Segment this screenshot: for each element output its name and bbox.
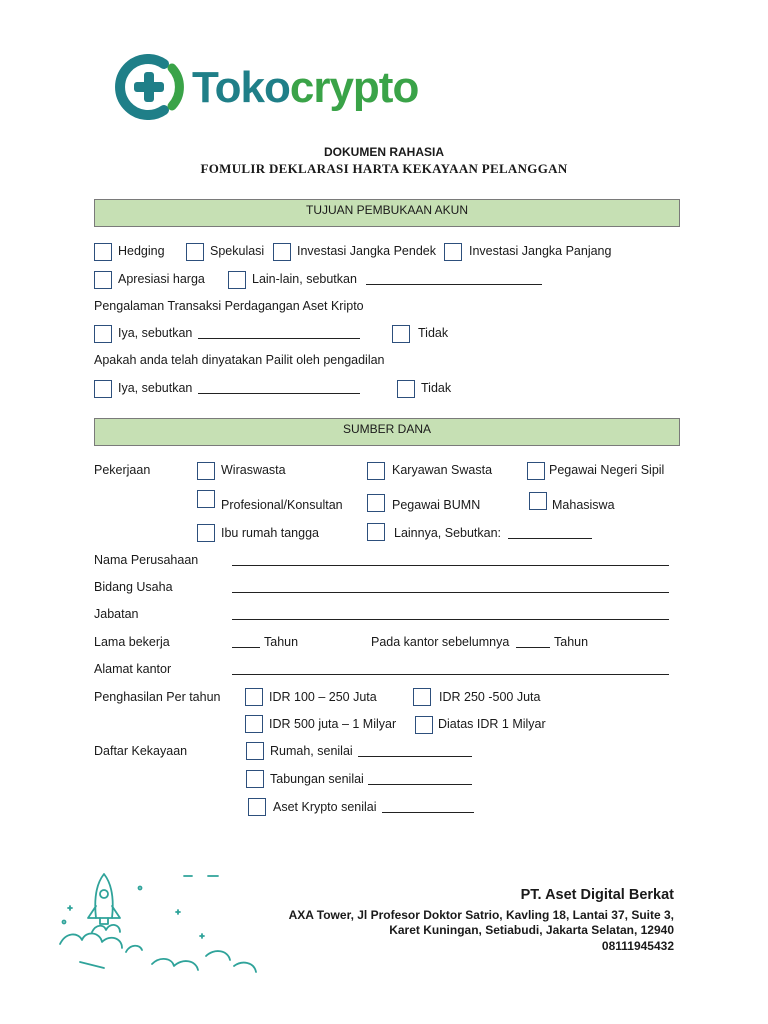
checkbox-tidak-pengalaman[interactable] — [392, 325, 410, 343]
checkbox-wiraswasta[interactable] — [197, 462, 215, 480]
label-wiraswasta: Wiraswasta — [221, 463, 286, 477]
label-spekulasi: Spekulasi — [210, 244, 265, 258]
field-nama-perusahaan[interactable] — [232, 565, 669, 566]
label-mahasiswa: Mahasiswa — [552, 498, 615, 512]
section-title-tujuan: TUJUAN PEMBUKAAN AKUN — [305, 203, 469, 217]
label-karyawan-swasta: Karyawan Swasta — [392, 463, 493, 477]
brand-wordmark: Tokocrypto — [192, 63, 419, 112]
footer-address-line2: Karet Kuningan, Setiabudi, Jakarta Selatan, 12940 — [389, 923, 674, 937]
label-iya-pengalaman: Iya, sebutkan — [118, 326, 193, 340]
label-kantor-sebelumnya: Pada kantor sebelumnya — [371, 635, 510, 649]
checkbox-income-100-250[interactable] — [245, 688, 263, 706]
checkbox-apresiasi[interactable] — [94, 271, 112, 289]
footer-company: PT. Aset Digital Berkat — [520, 887, 674, 903]
form-title: FOMULIR DEKLARASI HARTA KEKAYAAN PELANGGAN — [200, 161, 568, 176]
field-rumah[interactable] — [358, 756, 472, 757]
checkbox-tabungan[interactable] — [246, 770, 264, 788]
field-iya-pengalaman[interactable] — [198, 338, 360, 339]
label-lain-lain: Lain-lain, sebutkan — [252, 272, 357, 286]
footer-address-line1: AXA Tower, Jl Profesor Doktor Satrio, Kavling 18, Lantai 37, Suite 3, — [288, 908, 674, 922]
label-income-above-1m: Diatas IDR 1 Milyar — [438, 717, 546, 731]
label-profesional: Profesional/Konsultan — [221, 498, 343, 512]
field-lainnya[interactable] — [508, 538, 592, 539]
label-pekerjaan: Pekerjaan — [94, 463, 151, 477]
label-nama-perusahaan: Nama Perusahaan — [94, 553, 199, 567]
checkbox-pns[interactable] — [527, 462, 545, 480]
checkbox-mahasiswa[interactable] — [529, 492, 547, 510]
field-lain-lain[interactable] — [366, 284, 542, 285]
label-tabungan: Tabungan senilai — [270, 772, 364, 786]
label-pns: Pegawai Negeri Sipil — [549, 463, 665, 477]
checkbox-rumah[interactable] — [246, 742, 264, 760]
checkbox-tidak-pailit[interactable] — [397, 380, 415, 398]
checkbox-spekulasi[interactable] — [186, 243, 204, 261]
label-investasi-pendek: Investasi Jangka Pendek — [297, 244, 436, 258]
unit-tahun-1: Tahun — [264, 635, 299, 649]
doc-label: DOKUMEN RAHASIA — [324, 145, 444, 159]
checkbox-karyawan-swasta[interactable] — [367, 462, 385, 480]
question-pengalaman: Pengalaman Transaksi Perdagangan Aset Kripto — [94, 299, 364, 313]
label-rumah: Rumah, senilai — [270, 744, 353, 758]
field-aset-krypto[interactable] — [382, 812, 474, 813]
label-penghasilan: Penghasilan Per tahun — [94, 690, 221, 704]
label-jabatan: Jabatan — [94, 607, 139, 621]
field-kantor-sebelumnya[interactable] — [516, 647, 550, 648]
rocket-illustration-icon — [56, 860, 266, 980]
tokocrypto-logo-icon — [110, 54, 190, 120]
checkbox-income-above-1m[interactable] — [415, 716, 433, 734]
label-income-500-1m: IDR 500 juta – 1 Milyar — [269, 717, 397, 731]
label-lama-bekerja: Lama bekerja — [94, 635, 170, 649]
label-lainnya: Lainnya, Sebutkan: — [394, 526, 502, 540]
checkbox-lainnya[interactable] — [367, 523, 385, 541]
field-iya-pailit[interactable] — [198, 393, 360, 394]
checkbox-investasi-pendek[interactable] — [273, 243, 291, 261]
label-apresiasi: Apresiasi harga — [118, 272, 205, 286]
label-alamat-kantor: Alamat kantor — [94, 662, 172, 676]
label-bumn: Pegawai BUMN — [392, 498, 481, 512]
unit-tahun-2: Tahun — [554, 635, 589, 649]
label-bidang-usaha: Bidang Usaha — [94, 580, 173, 594]
field-jabatan[interactable] — [232, 619, 669, 620]
checkbox-lain-lain[interactable] — [228, 271, 246, 289]
checkbox-iya-pengalaman[interactable] — [94, 325, 112, 343]
label-iya-pailit: Iya, sebutkan — [118, 381, 193, 395]
checkbox-profesional[interactable] — [197, 490, 215, 508]
label-tidak-pengalaman: Tidak — [418, 326, 449, 340]
section-title-sumber-dana: SUMBER DANA — [342, 422, 431, 436]
label-daftar-kekayaan: Daftar Kekayaan — [94, 744, 188, 758]
label-tidak-pailit: Tidak — [421, 381, 452, 395]
checkbox-income-250-500[interactable] — [413, 688, 431, 706]
checkbox-bumn[interactable] — [367, 494, 385, 512]
checkbox-investasi-panjang[interactable] — [444, 243, 462, 261]
field-lama-bekerja[interactable] — [232, 647, 260, 648]
label-hedging: Hedging — [118, 244, 165, 258]
checkbox-aset-krypto[interactable] — [248, 798, 266, 816]
label-ibu-rumah-tangga: Ibu rumah tangga — [221, 526, 319, 540]
footer-phone: 08111945432 — [601, 939, 674, 953]
question-pailit: Apakah anda telah dinyatakan Pailit oleh pengadilan — [94, 353, 385, 367]
label-income-100-250: IDR 100 – 250 Juta — [269, 690, 377, 704]
checkbox-hedging[interactable] — [94, 243, 112, 261]
checkbox-ibu-rumah-tangga[interactable] — [197, 524, 215, 542]
field-tabungan[interactable] — [368, 784, 472, 785]
logo — [108, 52, 448, 124]
checkbox-income-500-1m[interactable] — [245, 715, 263, 733]
label-income-250-500: IDR 250 -500 Juta — [439, 690, 541, 704]
label-aset-krypto: Aset Krypto senilai — [273, 800, 377, 814]
label-investasi-panjang: Investasi Jangka Panjang — [469, 244, 612, 258]
checkbox-iya-pailit[interactable] — [94, 380, 112, 398]
field-bidang-usaha[interactable] — [232, 592, 669, 593]
field-alamat-kantor[interactable] — [232, 674, 669, 675]
